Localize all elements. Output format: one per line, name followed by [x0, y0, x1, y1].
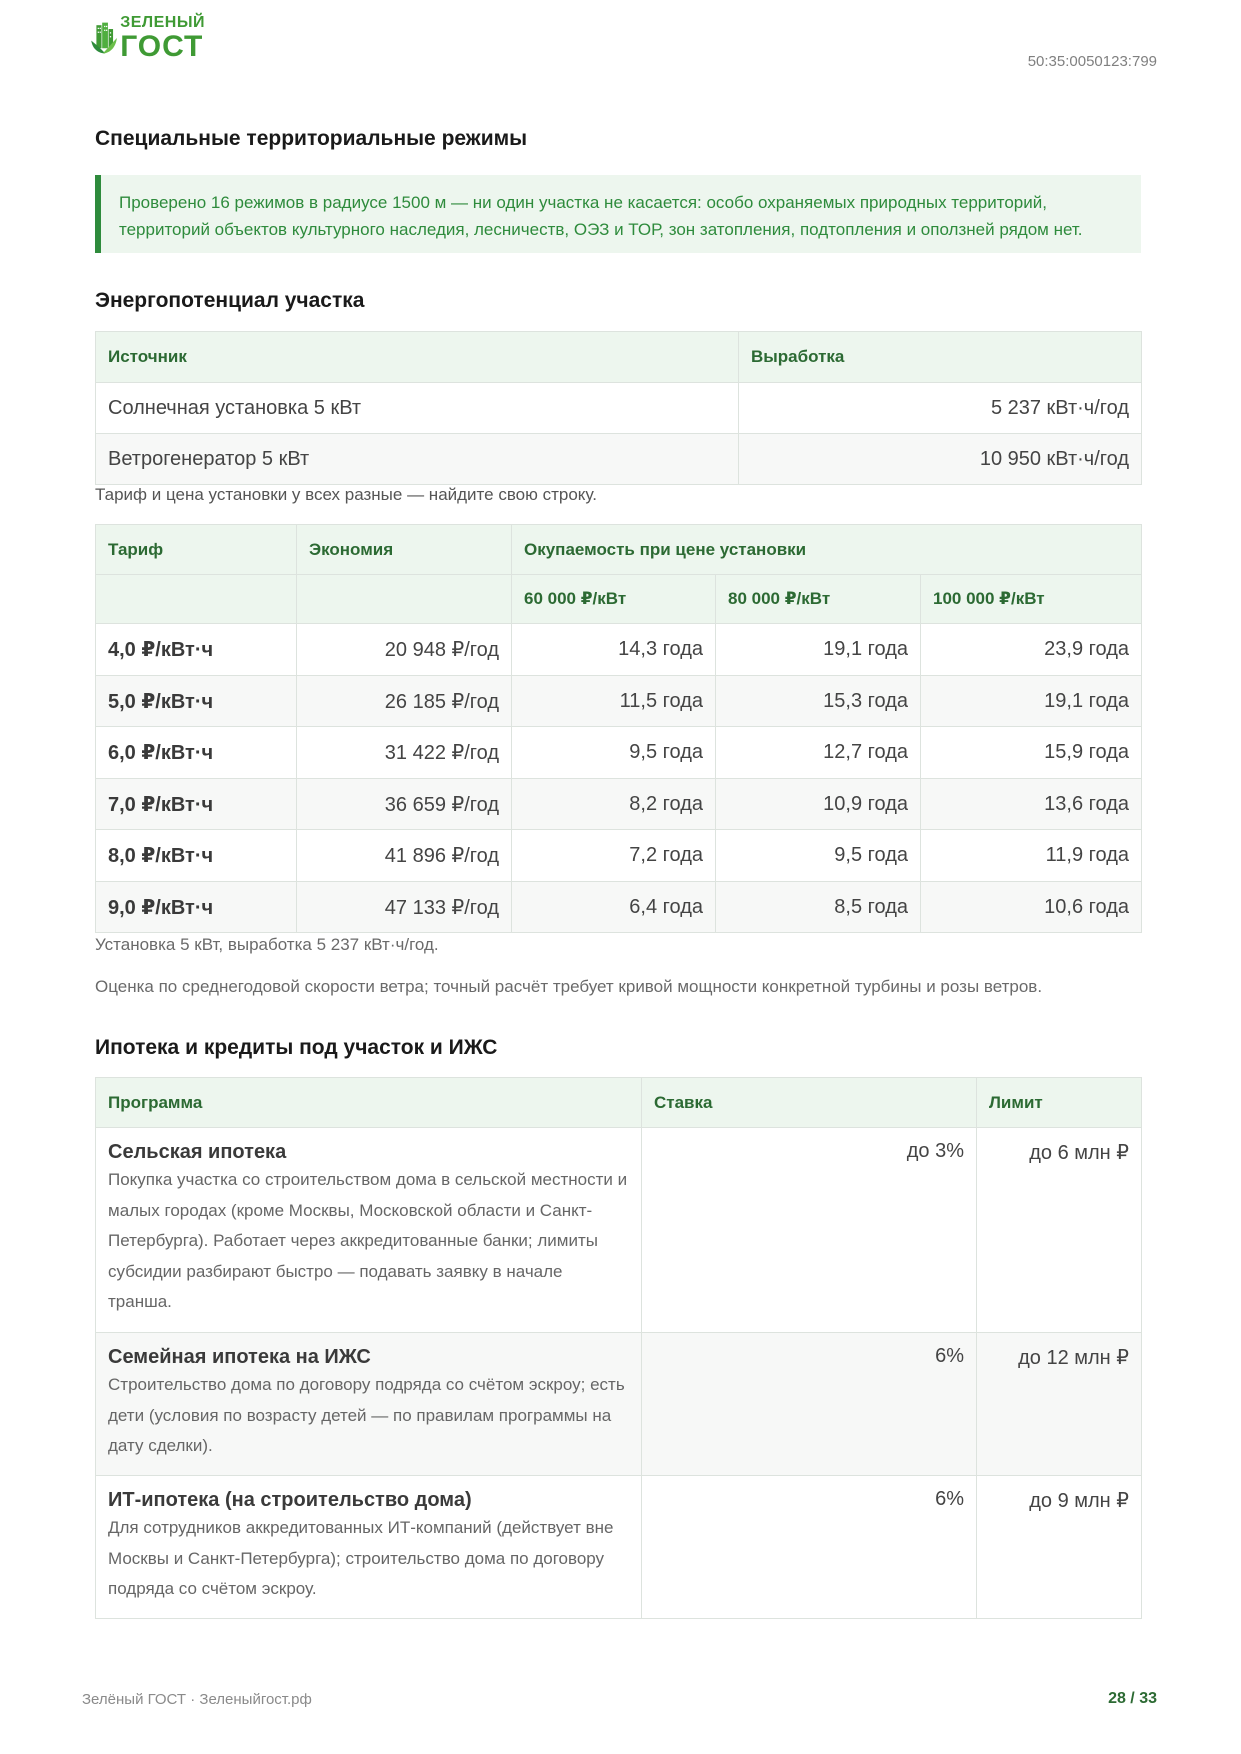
- column-header: Ставка: [642, 1078, 977, 1128]
- program-name: Семейная ипотека на ИЖС: [108, 1346, 371, 1368]
- logo-text-bottom: ГОСТ: [120, 29, 204, 63]
- energy-title: Энергопотенциал участка: [95, 289, 365, 312]
- company-logo: [90, 12, 205, 64]
- savings-cell: 20 948 ₽/год: [297, 624, 512, 676]
- tariff-cell: 7,0 ₽/кВт·ч: [96, 779, 297, 830]
- cadastral-number: 50:35:0050123:799: [1027, 53, 1157, 70]
- payback-cell: 19,1 года: [921, 676, 1142, 727]
- program-name: Сельская ипотека: [108, 1141, 287, 1163]
- program-name: ИТ-ипотека (на строительство дома): [108, 1489, 472, 1511]
- payback-price-row: [96, 575, 1142, 624]
- special-regimes-callout: Проверено 16 режимов в радиусе 1500 м — ни один участка не касается: особо охраняемых природных территорий, территорий объектов культурного наследия, лесничеств, ОЭЗ и ТОР, зон затопления, подтопления и оползней рядом нет.: [95, 175, 1141, 253]
- payback-cell: 19,1 года: [716, 624, 921, 676]
- energy-source: Солнечная установка 5 кВт: [96, 383, 739, 434]
- table-row: [96, 727, 1142, 779]
- energy-table-header: [96, 332, 1142, 383]
- energy-source: Ветрогенератор 5 кВт: [96, 434, 739, 485]
- empty-header: [96, 575, 297, 624]
- program-cell: [96, 1128, 642, 1333]
- payback-header-row: [96, 525, 1142, 575]
- program-description: Для сотрудников аккредитованных ИТ-компаний (действует вне Москвы и Санкт-Петербурга); строительство дома по договору подряда со счётом эскроу.: [108, 1518, 614, 1598]
- program-cell: [96, 1476, 642, 1619]
- column-header: Лимит: [977, 1078, 1142, 1128]
- payback-cell: 14,3 года: [512, 624, 716, 676]
- tariff-cell: 8,0 ₽/кВт·ч: [96, 830, 297, 882]
- tariff-cell: 5,0 ₽/кВт·ч: [96, 676, 297, 727]
- savings-cell: 36 659 ₽/год: [297, 779, 512, 830]
- payback-cell: 10,9 года: [716, 779, 921, 830]
- rate-cell: 6%: [642, 1333, 977, 1476]
- payback-table: [95, 524, 1142, 933]
- payback-cell: 12,7 года: [716, 727, 921, 779]
- table-row: [96, 624, 1142, 676]
- table-row: [96, 779, 1142, 830]
- empty-header: [297, 575, 512, 624]
- wind-note: Оценка по среднегодовой скорости ветра; точный расчёт требует кривой мощности конкретной турбины и розы ветров.: [95, 977, 1043, 996]
- payback-cell: 9,5 года: [716, 830, 921, 882]
- payback-cell: 10,6 года: [921, 882, 1142, 933]
- limit-cell: до 9 млн ₽: [977, 1476, 1142, 1619]
- energy-output: 10 950 кВт·ч/год: [739, 434, 1142, 485]
- energy-table: [95, 331, 1142, 485]
- column-header: Выработка: [739, 332, 1142, 383]
- installation-note: Установка 5 кВт, выработка 5 237 кВт·ч/год.: [95, 935, 439, 954]
- program-description: Покупка участка со строительством дома в сельской местности и малых городах (кроме Москвы, Московской области и Санкт-Петербурга). Работает через аккредитованные банки; лимиты субсидии разбирают быстро — подавать заявку в начале транша.: [108, 1170, 628, 1311]
- rate-cell: до 3%: [642, 1128, 977, 1333]
- limit-cell: до 12 млн ₽: [977, 1333, 1142, 1476]
- limit-cell: до 6 млн ₽: [977, 1128, 1142, 1333]
- tariff-intro-note: Тариф и цена установки у всех разные — найдите свою строку.: [95, 485, 597, 504]
- energy-output: 5 237 кВт·ч/год: [739, 383, 1142, 434]
- tariff-cell: 4,0 ₽/кВт·ч: [96, 624, 297, 676]
- table-row: [96, 1333, 1142, 1476]
- payback-cell: 15,3 года: [716, 676, 921, 727]
- program-description: Строительство дома по договору подряда со счётом эскроу; есть дети (условия по возрасту детей — по правилам программы на дату сделки).: [108, 1375, 625, 1455]
- table-row: [96, 882, 1142, 933]
- column-header: Тариф: [96, 525, 297, 575]
- payback-cell: 8,5 года: [716, 882, 921, 933]
- payback-cell: 8,2 года: [512, 779, 716, 830]
- column-header: Источник: [96, 332, 739, 383]
- payback-cell: 7,2 года: [512, 830, 716, 882]
- payback-cell: 23,9 года: [921, 624, 1142, 676]
- payback-cell: 15,9 года: [921, 727, 1142, 779]
- mortgage-header-row: [96, 1078, 1142, 1128]
- savings-cell: 26 185 ₽/год: [297, 676, 512, 727]
- tariff-cell: 9,0 ₽/кВт·ч: [96, 882, 297, 933]
- payback-cell: 11,9 года: [921, 830, 1142, 882]
- savings-cell: 31 422 ₽/год: [297, 727, 512, 779]
- table-row: [96, 1128, 1142, 1333]
- rate-cell: 6%: [642, 1476, 977, 1619]
- column-header: Окупаемость при цене установки: [512, 525, 1142, 575]
- table-row: [96, 830, 1142, 882]
- special-regimes-title: Специальные территориальные режимы: [95, 127, 528, 150]
- table-row: [96, 1476, 1142, 1619]
- payback-cell: 13,6 года: [921, 779, 1142, 830]
- column-header: Программа: [96, 1078, 642, 1128]
- price-header: 100 000 ₽/кВт: [921, 575, 1142, 624]
- savings-cell: 41 896 ₽/год: [297, 830, 512, 882]
- footer-site: Зелёный ГОСТ · Зеленыйгост.рф: [82, 1691, 312, 1708]
- mortgage-title: Ипотека и кредиты под участок и ИЖС: [95, 1036, 498, 1059]
- logo-text-top: ЗЕЛЕНЫЙ: [120, 13, 205, 31]
- tariff-cell: 6,0 ₽/кВт·ч: [96, 727, 297, 779]
- table-row: [96, 676, 1142, 727]
- table-row: [96, 434, 1142, 485]
- page-number: 28 / 33: [1108, 1690, 1157, 1707]
- payback-cell: 6,4 года: [512, 882, 716, 933]
- payback-cell: 9,5 года: [512, 727, 716, 779]
- price-header: 80 000 ₽/кВт: [716, 575, 921, 624]
- mortgage-table: [95, 1077, 1142, 1619]
- price-header: 60 000 ₽/кВт: [512, 575, 716, 624]
- table-row: [96, 383, 1142, 434]
- building-leaf-icon: [90, 12, 118, 64]
- column-header: Экономия: [297, 525, 512, 575]
- savings-cell: 47 133 ₽/год: [297, 882, 512, 933]
- program-cell: [96, 1333, 642, 1476]
- payback-cell: 11,5 года: [512, 676, 716, 727]
